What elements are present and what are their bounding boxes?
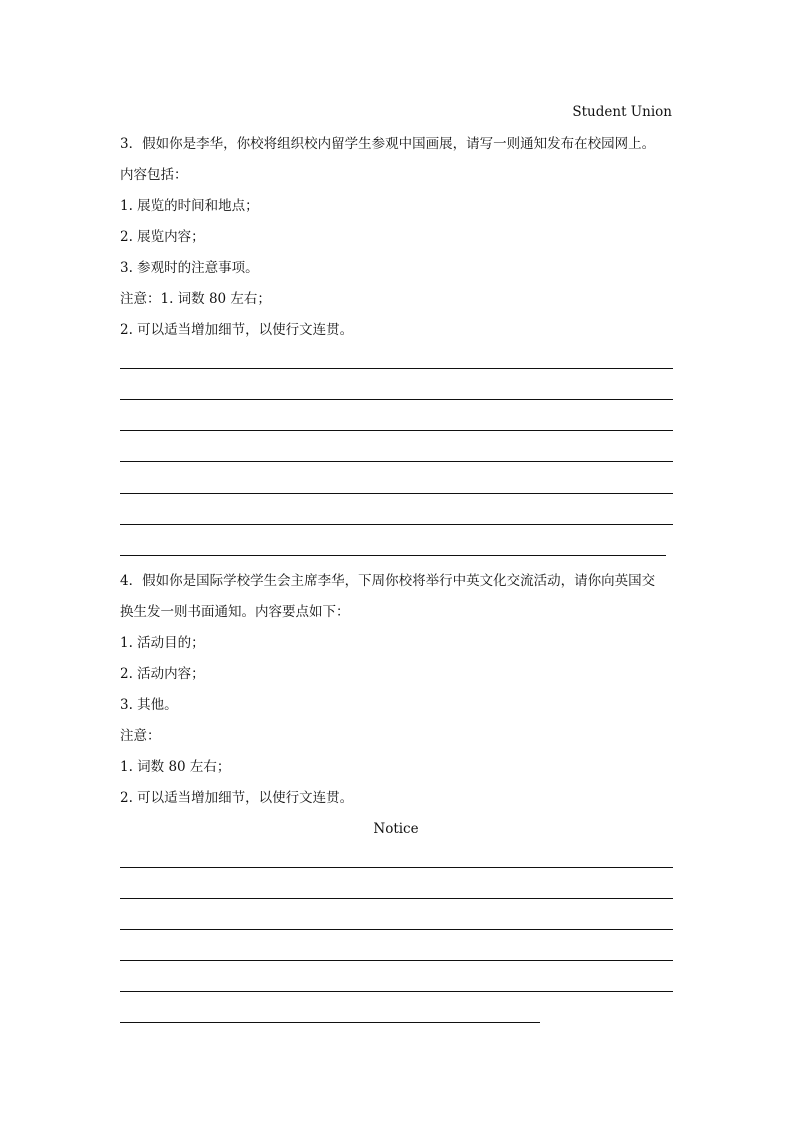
question-4-point-2: 2. 活动内容；	[120, 666, 205, 682]
question-4-answer-line	[120, 929, 673, 930]
question-4-note-2: 2. 可以适当增加细节，以使行文连贯。	[120, 790, 354, 806]
student-union-signature: Student Union	[572, 104, 672, 120]
question-3-content-label: 内容包括：	[120, 167, 188, 183]
question-3-answer-line	[120, 368, 673, 369]
question-4-note-1: 1. 词数 80 左右；	[120, 759, 231, 775]
question-4-answer-line	[120, 960, 673, 961]
question-4-point-1: 1. 活动目的；	[120, 635, 205, 651]
question-3-answer-line	[120, 461, 673, 462]
notice-title: Notice	[373, 821, 419, 837]
question-3-point-1: 1. 展览的时间和地点；	[120, 198, 259, 214]
question-3-point-2: 2. 展览内容；	[120, 229, 205, 245]
question-3-note-1: 注意：1. 词数 80 左右；	[120, 291, 271, 307]
question-3-point-3: 3. 参观时的注意事项。	[120, 260, 259, 276]
question-3-prompt: 3．假如你是李华，你校将组织校内留学生参观中国画展，请写一则通知发布在校园网上。	[120, 136, 656, 152]
question-3-answer-line	[120, 399, 673, 400]
question-4-note-label: 注意：	[120, 728, 161, 744]
question-4-prompt-line-2: 换生发一则书面通知。内容要点如下：	[120, 604, 350, 620]
question-4-answer-line	[120, 1022, 540, 1023]
question-3-note-2: 2. 可以适当增加细节，以使行文连贯。	[120, 322, 354, 338]
question-3-answer-line	[120, 555, 666, 556]
question-4-answer-line	[120, 898, 673, 899]
question-4-answer-line	[120, 991, 673, 992]
question-4-point-3: 3. 其他。	[120, 697, 178, 713]
question-3-answer-line	[120, 430, 673, 431]
question-4-answer-line	[120, 867, 673, 868]
question-4-prompt-line-1: 4．假如你是国际学校学生会主席李华，下周你校将举行中英文化交流活动，请你向英国交	[120, 573, 656, 589]
question-3-answer-line	[120, 493, 673, 494]
question-3-answer-line	[120, 524, 673, 525]
